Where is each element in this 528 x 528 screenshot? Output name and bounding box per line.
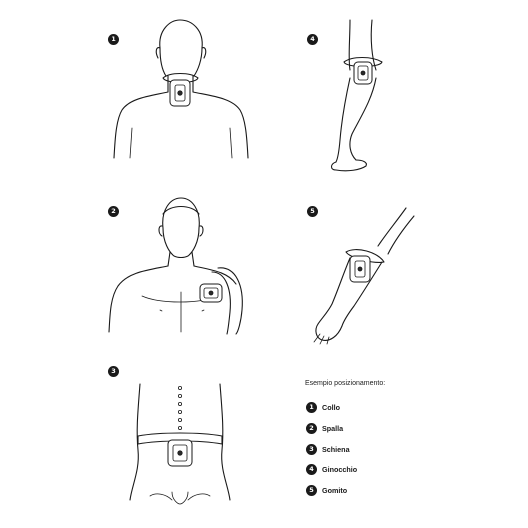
illustration-number-shoulder: 2 (108, 206, 119, 217)
illustration-number-back: 3 (108, 366, 119, 377)
knee-illustration (332, 20, 383, 171)
legend-label: Collo (322, 403, 340, 412)
illustration-number-neck: 1 (108, 34, 119, 45)
illustration-number-elbow: 5 (307, 206, 318, 217)
neck-illustration (114, 20, 248, 158)
legend-item-elbow (306, 485, 347, 496)
legend-label: Ginocchio (322, 465, 358, 474)
legend-title: Esempio posizionamento: (305, 380, 386, 387)
back-illustration (130, 384, 230, 504)
legend-number: 3 (306, 444, 317, 455)
elbow-illustration (314, 208, 414, 344)
legend-item-knee (306, 464, 357, 475)
spine-dots (178, 386, 181, 429)
shoulder-illustration (109, 198, 242, 334)
legend-label: Spalla (322, 424, 344, 433)
legend-item-neck (306, 402, 340, 413)
legend-number: 5 (306, 485, 317, 496)
legend-item-shoulder (306, 423, 343, 434)
legend-number: 1 (306, 402, 317, 413)
legend-item-back (306, 444, 350, 455)
legend-label: Schiena (322, 445, 350, 454)
legend-number: 4 (306, 464, 317, 475)
legend-number: 2 (306, 423, 317, 434)
legend-label: Gomito (322, 486, 348, 495)
illustration-number-knee: 4 (307, 34, 318, 45)
